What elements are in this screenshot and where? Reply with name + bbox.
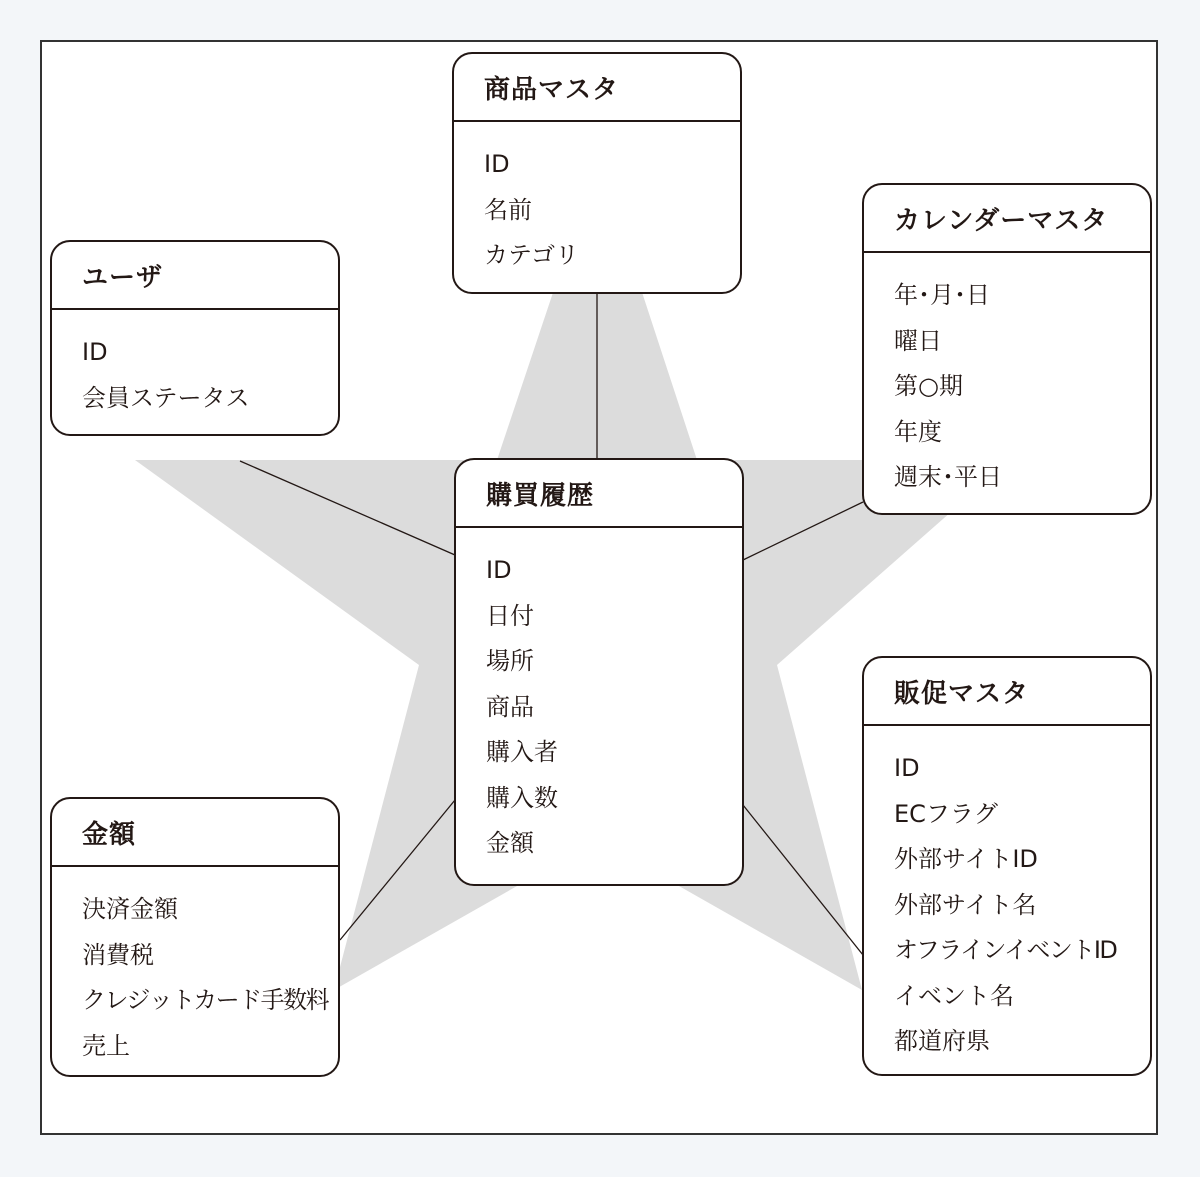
entity-purchase-history: [454, 458, 744, 886]
field-item: 曜日: [894, 326, 942, 355]
field-item: 週末･平日: [894, 463, 1002, 491]
field-item: 購入者: [486, 738, 558, 766]
field-item: 都道府県: [894, 1027, 990, 1055]
field-item: 第○期: [894, 372, 963, 400]
field-item: 決済金額: [82, 895, 178, 923]
field-item: 会員ステータス: [82, 383, 250, 412]
field-item: ID: [894, 754, 920, 782]
entity-title: 購買履歴: [456, 460, 742, 528]
field-item: 外部サイト名: [894, 890, 1037, 919]
entity-title: カレンダーマスタ: [864, 185, 1150, 253]
field-item: 売上: [82, 1031, 130, 1060]
field-item: カテゴリ: [484, 241, 580, 269]
field-item: 商品: [486, 692, 534, 721]
field-list: [864, 253, 1150, 501]
field-list: [454, 122, 740, 279]
entity-title: 販促マスタ: [864, 658, 1150, 726]
entity-user: [50, 240, 340, 436]
entity-calendar-master: [862, 183, 1152, 515]
field-item: 名前: [484, 195, 532, 224]
field-item: ECフラグ: [894, 799, 998, 828]
field-item: 消費税: [82, 940, 154, 969]
field-item: 年･月･日: [894, 281, 990, 309]
field-item: 購入数: [486, 783, 558, 812]
field-item: 日付: [486, 601, 534, 630]
field-item: オフラインイベントID: [894, 936, 1117, 964]
entity-amount: [50, 797, 340, 1077]
field-item: 年度: [894, 417, 942, 446]
field-item: 場所: [486, 647, 534, 675]
entity-title: ユーザ: [52, 242, 338, 310]
field-list: [52, 310, 338, 421]
field-item: イベント名: [894, 981, 1014, 1010]
field-item: 金額: [486, 829, 534, 857]
entity-title: 金額: [52, 799, 338, 867]
field-item: ID: [486, 556, 512, 584]
field-item: 外部サイトID: [894, 845, 1038, 873]
field-list: [456, 528, 742, 867]
entity-product-master: [452, 52, 742, 294]
entity-promotion-master: [862, 656, 1152, 1076]
field-list: [864, 726, 1150, 1065]
field-list: [52, 867, 338, 1069]
field-item: ID: [82, 338, 108, 366]
field-item: クレジットカード手数料: [82, 986, 329, 1014]
entity-title: 商品マスタ: [454, 54, 740, 122]
field-item: ID: [484, 150, 510, 178]
